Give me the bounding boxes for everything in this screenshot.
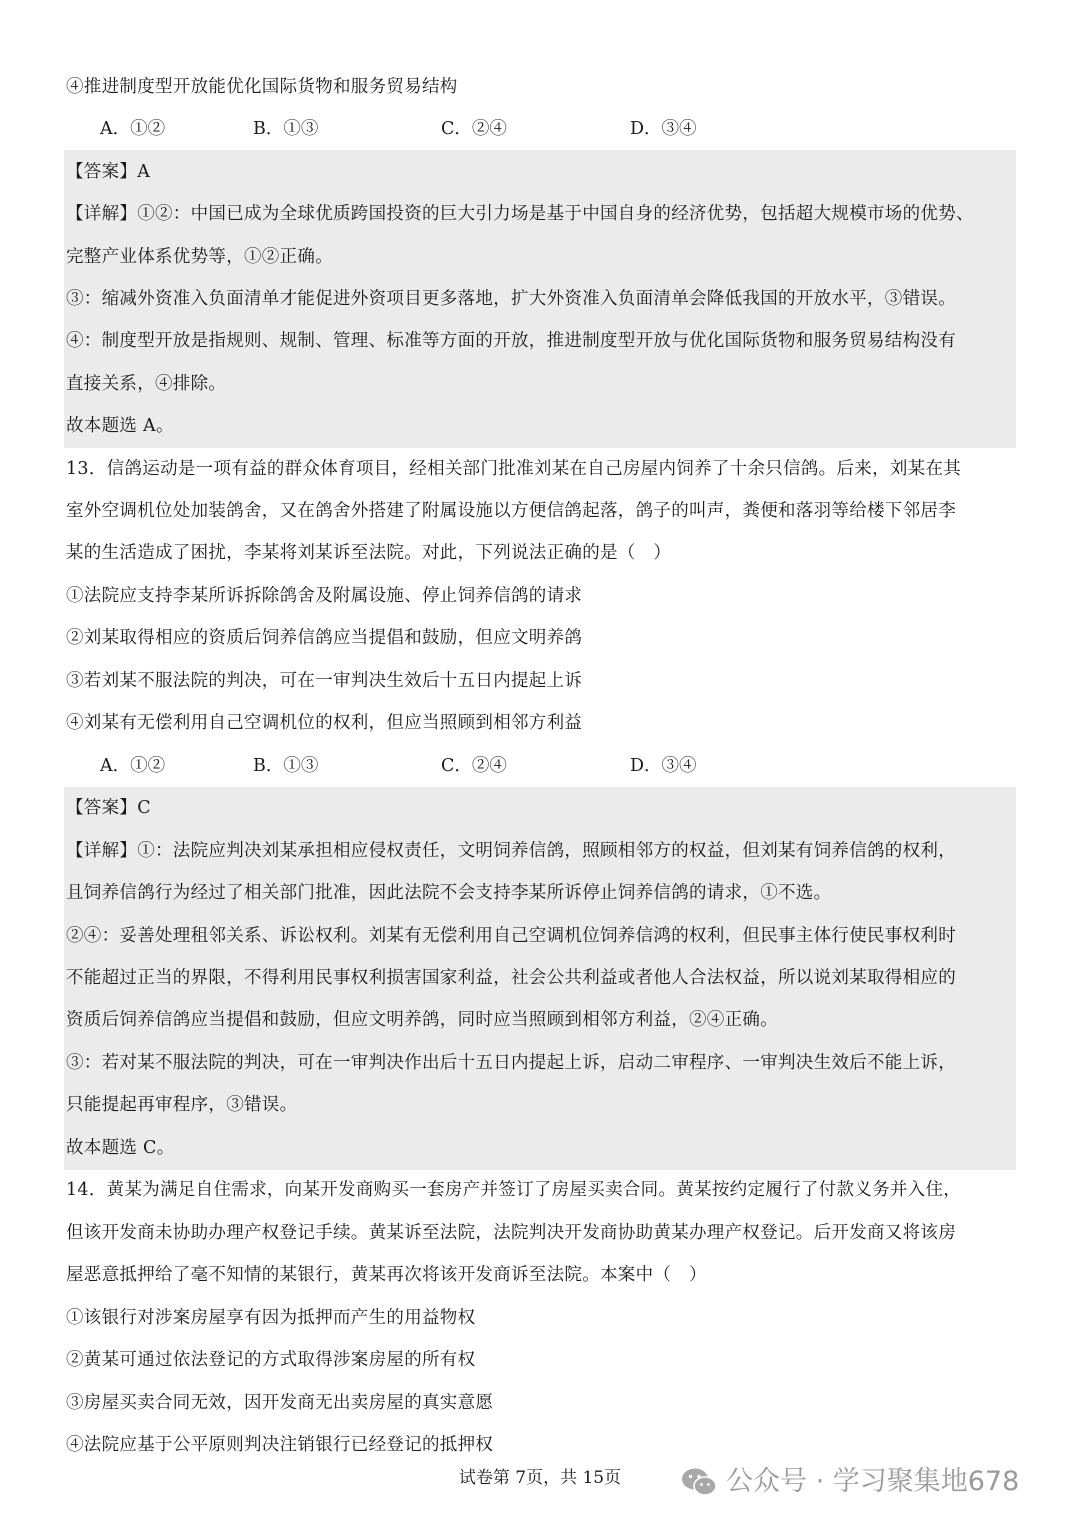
q14-item-3: ③房屋买卖合同无效，因开发商无出卖房屋的真实意愿 [66,1393,494,1413]
q13-stem-line: 13．信鸽运动是一项有益的群众体育项目，经相关部门批准刘某在自己房屋内饲养了十余只信鸽。后来，刘某在其 [66,459,962,479]
q12-answer: 【答案】A [66,162,151,182]
q13-item-2: ②刘某取得相应的资质后饲养信鸽应当提倡和鼓励，但应文明养鸽 [66,628,583,648]
page-footer: 试卷第 7页，共 15页 [458,1468,622,1488]
q13-detail-line: 只能提起再审程序，③错误。 [66,1095,298,1115]
q13-detail-line: 不能超过正当的界限，不得利用民事权利损害国家利益，社会公共利益或者他人合法权益，所以说刘某取得相应的 [66,968,956,988]
q14-stem-line: 屋恶意抵押给了毫不知情的某银行，黄某再次将该开发商诉至法院。本案中（ ） [66,1265,707,1285]
q13-option-a: A．①② [100,756,166,776]
q12-detail-line: ③：缩减外资准入负面清单才能促进外资项目更多落地，扩大外资准入负面清单会降低我国的开放水平，③错误。 [66,289,956,309]
wechat-icon [680,1466,718,1498]
q12-options [100,117,800,141]
q13-stem-line: 某的生活造成了困扰，李某将刘某诉至法院。对此，下列说法正确的是（ ） [66,543,672,563]
q13-detail-line: ②④：妥善处理租邻关系、诉讼权利。刘某有无偿利用自己空调机位饲养信鸿的权利，但民事主体行使民事权利时 [66,926,956,946]
q12-conclusion: 故本题选 A。 [66,416,174,436]
q12-detail-line: 完整产业体系优势等，①②正确。 [66,247,333,267]
watermark [680,1462,1060,1502]
watermark-text: 公众号 · 学习聚集地678 [726,1466,1020,1497]
q14-item-2: ②黄某可通过依法登记的方式取得涉案房屋的所有权 [66,1350,476,1370]
q14-item-4: ④法院应基于公平原则判决注销银行已经登记的抵押权 [66,1435,494,1455]
q12-item-4: ④推进制度型开放能优化国际货物和服务贸易结构 [66,77,458,97]
q14-item-1: ①该银行对涉案房屋享有因为抵押而产生的用益物权 [66,1308,476,1328]
q13-option-b: B．①③ [253,756,319,776]
q12-detail-line: 【详解】①②：中国已成为全球优质跨国投资的巨大引力场是基于中国自身的经济优势，包括超大规模市场的优势、 [66,204,974,224]
q12-option-c: C．②④ [441,119,507,139]
q13-option-c: C．②④ [441,756,507,776]
q12-detail-line: ④：制度型开放是指规则、规制、管理、标准等方面的开放，推进制度型开放与优化国际货物和服务贸易结构没有 [66,331,956,351]
q13-detail-line: ③：若对某不服法院的判决，可在一审判决作出后十五日内提起上诉，启动二审程序、一审判决生效后不能上诉， [66,1053,956,1073]
q14-stem-line: 但该开发商未协助办理产权登记手续。黄某诉至法院，法院判决开发商协助黄某办理产权登记。后开发商又将该房 [66,1223,956,1243]
q13-detail-line: 且饲养信鸽行为经过了相关部门批准，因此法院不会支持李某所诉停止饲养信鸽的请求，①不选。 [66,883,832,903]
q13-detail-line: 【详解】①：法院应判决刘某承担相应侵权责任，文明饲养信鸽，照顾相邻方的权益，但刘某有饲养信鸽的权利， [66,841,956,861]
q13-option-d: D．③④ [630,756,697,776]
q13-options [100,754,800,778]
q13-item-4: ④刘某有无偿利用自己空调机位的权利，但应当照顾到相邻方利益 [66,713,583,733]
q13-stem-line: 室外空调机位处加装鸽舍，又在鸽舍外搭建了附属设施以方便信鸽起落，鸽子的叫声，粪便和落羽等给楼下邻居李 [66,501,956,521]
q13-detail-line: 资质后饲养信鸽应当提倡和鼓励，但应文明养鸽，同时应当照顾到相邻方利益，②④正确。 [66,1010,778,1030]
q13-answer: 【答案】C [66,798,151,818]
q12-option-d: D．③④ [630,119,697,139]
q12-option-a: A．①② [100,119,166,139]
q12-option-b: B．①③ [253,119,319,139]
q14-stem-line: 14．黄某为满足自住需求，向某开发商购买一套房产并签订了房屋买卖合同。黄某按约定履行了付款义务并入住， [66,1180,962,1200]
q12-detail-line: 直接关系，④排除。 [66,374,227,394]
q13-item-1: ①法院应支持李某所诉拆除鸽舍及附属设施、停止饲养信鸽的请求 [66,586,583,606]
q13-conclusion: 故本题选 C。 [66,1138,175,1158]
q13-item-3: ③若刘某不服法院的判决，可在一审判决生效后十五日内提起上诉 [66,671,583,691]
